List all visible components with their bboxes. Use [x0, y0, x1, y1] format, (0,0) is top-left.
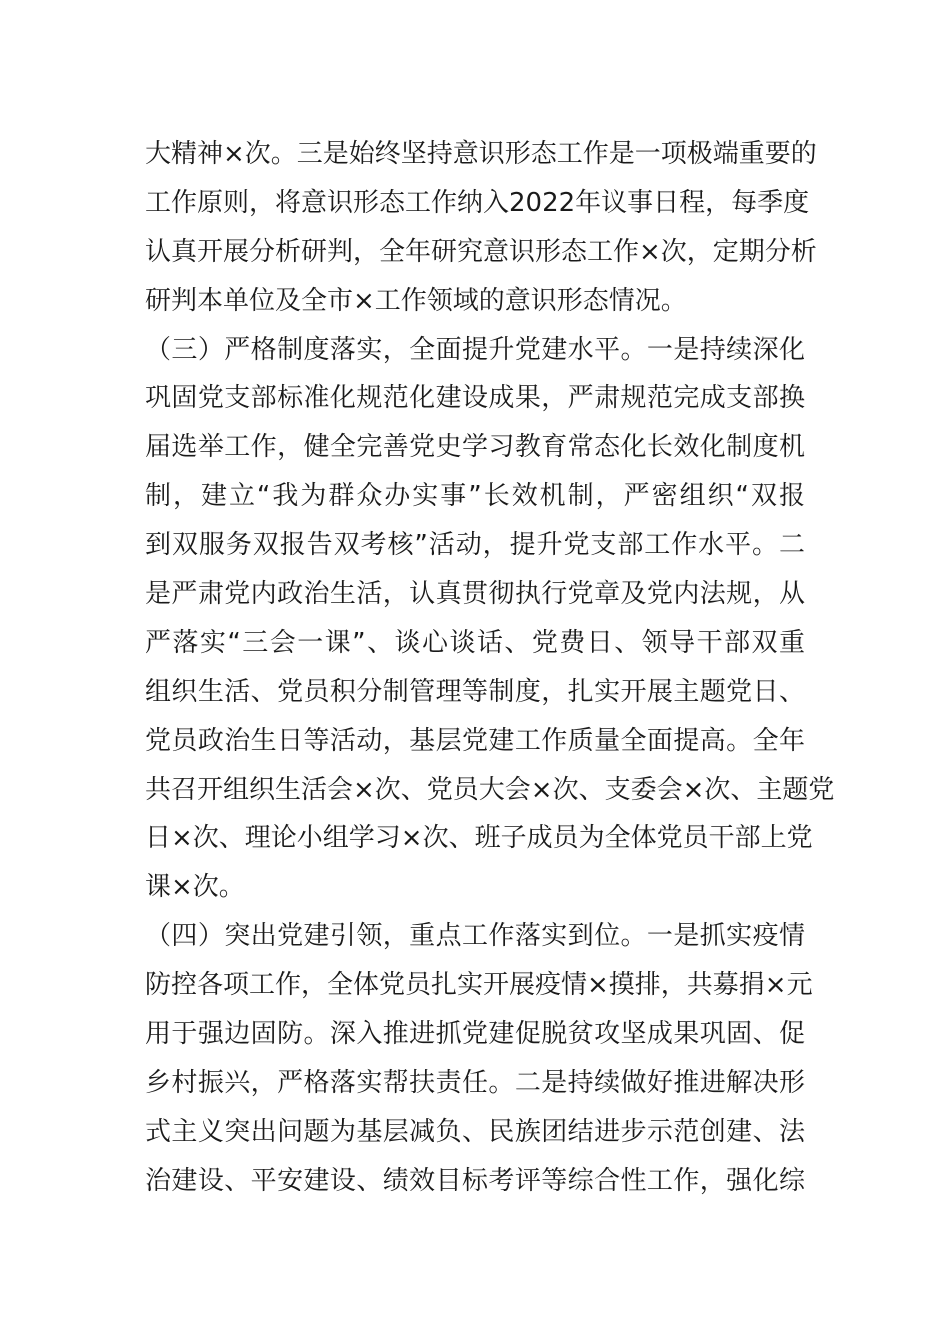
paragraph-section-three — [145, 326, 835, 913]
paragraph-ideology — [145, 130, 817, 326]
text-line: 大精神×次。三是始终坚持意识形态工作是一项极端重要的 — [145, 139, 817, 169]
text-line: 巩固党支部标准化规范化建设成果，严肃规范完成支部换 — [145, 383, 805, 414]
text-line: 到双服务双报告双考核”活动，提升党支部工作水平。二 — [145, 530, 805, 561]
text-line: 制，建立“我为群众办实事”长效机制，严密组织“双报 — [145, 481, 805, 512]
text-line: 组织生活、党员积分制管理等制度，扎实开展主题党日、 — [145, 676, 805, 707]
text-line: 工作原则，将意识形态工作纳入2022年议事日程，每季度 — [145, 187, 810, 218]
text-line: 共召开组织生活会×次、党员大会×次、支委会×次、主题党 — [145, 774, 835, 805]
text-line: 式主义突出问题为基层减负、民族团结进步示范创建、法 — [145, 1116, 805, 1147]
text-line: 日×次、理论小组学习×次、班子成员为全体党员干部上党 — [145, 823, 813, 854]
section-heading-line: （四）突出党建引领，重点工作落实到位。一是抓实疫情 — [145, 921, 805, 952]
text-line: 研判本单位及全市×工作领域的意识形态情况。 — [145, 285, 687, 316]
text-line: 严落实“三会一课”、谈心谈话、党费日、领导干部双重 — [145, 627, 805, 658]
section-heading-line: （三）严格制度落实，全面提升党建水平。一是持续深化 — [145, 334, 805, 365]
text-line: 是严肃党内政治生活，认真贯彻执行党章及党内法规，从 — [145, 579, 805, 610]
text-line: 课×次。 — [145, 872, 245, 903]
text-line: 用于强边固防。深入推进抓党建促脱贫攻坚成果巩固、促 — [145, 1019, 805, 1050]
text-line: 治建设、平安建设、绩效目标考评等综合性工作，强化综 — [145, 1165, 805, 1196]
paragraph-section-four — [145, 912, 813, 1205]
text-line: 党员政治生日等活动，基层党建工作质量全面提高。全年 — [145, 725, 805, 756]
text-line: 届选举工作，健全完善党史学习教育常态化长效化制度机 — [145, 432, 805, 463]
body-text — [145, 130, 835, 1206]
text-line: 认真开展分析研判，全年研究意识形态工作×次，定期分析 — [145, 236, 817, 267]
text-line: 防控各项工作，全体党员扎实开展疫情×摸排，共募捐×元 — [145, 970, 813, 1001]
text-line: 乡村振兴，严格落实帮扶责任。二是持续做好推进解决形 — [145, 1067, 805, 1098]
